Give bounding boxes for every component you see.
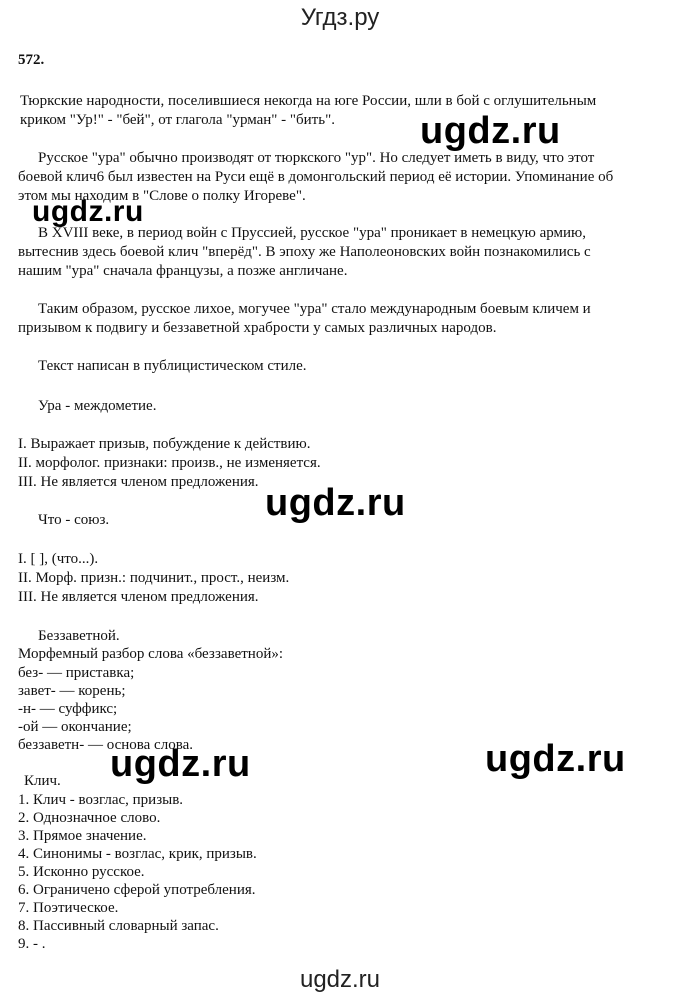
- klich-item-7: 7. Поэтическое.: [18, 900, 119, 916]
- klich-title: Клич.: [24, 773, 61, 789]
- morpheme-line-3: завет- — корень;: [18, 683, 126, 699]
- exercise-number: 572.: [18, 52, 45, 68]
- watermark-1: ugdz.ru: [420, 110, 561, 152]
- watermark-4: ugdz.ru: [110, 743, 251, 785]
- paragraph-2-line-3: этом мы находим в "Слове о полку Игореве".: [18, 188, 306, 204]
- paragraph-2-line-2: боевой клич6 был известен на Руси ещё в домонгольский период её истории. Упоминание об: [18, 169, 614, 185]
- watermark-2: ugdz.ru: [32, 195, 144, 228]
- morpheme-line-2: без- — приставка;: [18, 665, 135, 681]
- morpheme-line-1: Морфемный разбор слова «беззаветной»:: [18, 646, 284, 662]
- paragraph-3-line-3: нашим "ура" сначала французы, а позже англичане.: [18, 263, 348, 279]
- style-note: Текст написан в публицистическом стиле.: [38, 358, 307, 374]
- morpheme-line-4: -н- — суффикс;: [18, 701, 118, 717]
- ura-item-2: II. морфолог. признаки: произв., не изменяется.: [18, 455, 321, 471]
- paragraph-4-line-2: призывом к подвигу и беззаветной храбрости у самых различных народов.: [18, 320, 497, 336]
- morpheme-line-6: беззаветн- — основа слова.: [18, 737, 193, 753]
- ura-title: Ура - междометие.: [38, 398, 157, 414]
- site-footer: ugdz.ru: [299, 966, 381, 993]
- paragraph-1-line-2: криком "Ур!" - "бей", от глагола "урман" - "бить".: [20, 112, 335, 128]
- klich-item-3: 3. Прямое значение.: [18, 828, 147, 844]
- chto-item-3: III. Не является членом предложения.: [18, 589, 259, 605]
- ura-item-1: I. Выражает призыв, побуждение к действию.: [18, 436, 311, 452]
- klich-item-5: 5. Исконно русское.: [18, 864, 145, 880]
- klich-item-1: 1. Клич - возглас, призыв.: [18, 792, 184, 808]
- paragraph-2-line-1: Русское "ура" обычно производят от тюркского "ур". Но следует иметь в виду, что этот: [38, 150, 595, 166]
- watermark-3: ugdz.ru: [265, 482, 406, 524]
- klich-item-9: 9. - .: [18, 936, 46, 952]
- klich-item-8: 8. Пассивный словарный запас.: [18, 918, 219, 934]
- watermark-5: ugdz.ru: [485, 738, 626, 780]
- paragraph-4-line-1: Таким образом, русское лихое, могучее "ура" стало международным боевым кличем и: [38, 301, 591, 317]
- klich-item-6: 6. Ограничено сферой употребления.: [18, 882, 256, 898]
- ura-item-3: III. Не является членом предложения.: [18, 474, 259, 490]
- klich-item-4: 4. Синонимы - возглас, крик, призыв.: [18, 846, 257, 862]
- morpheme-line-5: -ой — окончание;: [18, 719, 132, 735]
- klich-item-2: 2. Однозначное слово.: [18, 810, 161, 826]
- chto-item-2: II. Морф. призн.: подчинит., прост., неизм.: [18, 570, 290, 586]
- paragraph-3-line-2: вытеснив здесь боевой клич "вперёд". В эпоху же Наполеоновских войн познакомились с: [18, 244, 591, 260]
- paragraph-3-line-1: В XVIII веке, в период войн с Пруссией, русское "ура" проникает в немецкую армию,: [38, 225, 587, 241]
- chto-title: Что - союз.: [38, 512, 110, 528]
- site-header: Угдз.ру: [300, 4, 380, 31]
- paragraph-1-line-1: Тюркские народности, поселившиеся некогда на юге России, шли в бой с оглушительным: [20, 93, 597, 109]
- bezzavetnoy-title: Беззаветной.: [38, 628, 120, 644]
- chto-item-1: I. [ ], (что...).: [18, 551, 99, 567]
